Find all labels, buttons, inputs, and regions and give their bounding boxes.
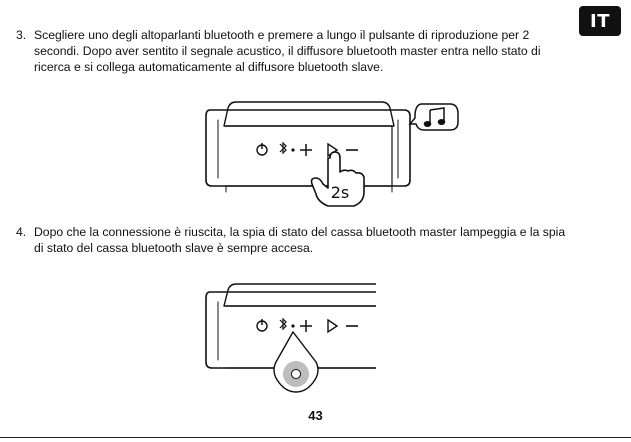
page-number: 43 <box>308 408 323 423</box>
press-duration-label: 2s <box>330 183 350 202</box>
power-icon <box>257 143 267 155</box>
volume-plus-icon <box>300 320 312 332</box>
speaker-body <box>206 110 410 186</box>
language-badge: IT <box>579 6 621 36</box>
status-led <box>291 324 294 327</box>
speaker-press-illustration <box>196 98 464 208</box>
status-led <box>291 148 294 151</box>
footer-rule <box>0 437 631 438</box>
power-icon <box>257 319 267 331</box>
volume-plus-icon <box>300 144 312 156</box>
bluetooth-icon <box>280 143 286 153</box>
play-icon <box>328 320 337 332</box>
step-number: 3. <box>16 28 27 42</box>
step-number: 4. <box>16 225 27 239</box>
step-3 <box>16 27 566 75</box>
bluetooth-icon <box>280 319 286 329</box>
music-note-callout <box>410 104 458 130</box>
status-led-lit <box>292 370 301 379</box>
step-text: Scegliere uno degli altoparlanti bluetooth e premere a lungo il pulsante di riproduzione per 2 secondi. Dopo aver sentito il segnale acustico, il diffusore bluetooth master entra nello stato di ricerca e si collega automaticamente al diffusore bluetooth slave. <box>34 28 541 74</box>
speaker-status-illustration <box>196 282 376 397</box>
step-text: Dopo che la connessione è riuscita, la spia di stato del cassa bluetooth master lampeggia e la spia di stato del cassa bluetooth slave è sempre accesa. <box>34 225 566 255</box>
step-4 <box>16 224 566 256</box>
status-led-callout <box>274 332 318 392</box>
